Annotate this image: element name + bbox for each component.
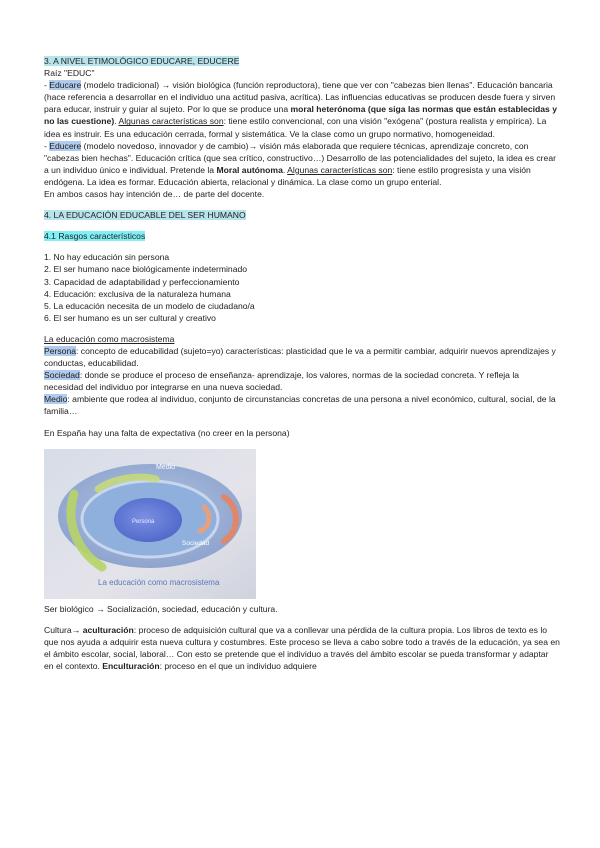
diagram-caption: La educación como macrosistema bbox=[98, 577, 220, 587]
diagram-svg bbox=[44, 449, 256, 599]
macrosystem-diagram-photo bbox=[44, 449, 256, 599]
list-item: 2. El ser humano nace biológicamente indeterminado bbox=[44, 264, 248, 275]
sociedad-paragraph: Sociedad: donde se produce el proceso de enseñanza- aprendizaje, los valores, normas de la sociedad concreta. Y refleja la necesidad del individuo por integrarse en una nueva sociedad. bbox=[44, 370, 520, 393]
list-item: 6. El ser humano es un ser cultural y creativo bbox=[44, 312, 216, 323]
traits-list bbox=[44, 251, 560, 324]
document-page bbox=[44, 55, 560, 672]
persona-paragraph: Persona: concepto de educabilidad (sujeto=yo) características: plasticidad que le va a permitir cambiar, adquirir nuevos aprendizajes y conductas, educabilidad. bbox=[44, 345, 556, 369]
educare-paragraph: - Educare (modelo tradicional) → visión biológica (función reproductora), tiene que ver con "cabezas bien llenas". Educación bancaria (hace referencia a desarrollar en el individuo una actitud pasiva, acrítica). Las influencias educativas se producen desde fuera y sirven para educar, instruir y guiar al sujeto. Por lo que se produce una moral heterónoma (que siga las normas que están establecidas y no las cuestione). Algunas características son: tiene estilo convencional, con una visión "exógena" (postura realista y empírica). La idea es instruir. Es una educación cerrada, formal y sistemática. Ve la clase como un grupo normativo, homogeneidad. bbox=[44, 80, 557, 139]
spain-line: En España hay una falta de expectativa (no creer en la persona) bbox=[44, 427, 290, 438]
ser-biologico-line: Ser biológico → Socialización, sociedad, educación y cultura. bbox=[44, 603, 278, 614]
root-line: Raíz "EDUC" bbox=[44, 68, 95, 79]
section-4-heading: 4. LA EDUCACIÓN EDUCABLE DEL SER HUMANO bbox=[44, 210, 246, 221]
section-4-1-heading: 4.1 Rasgos característicos bbox=[44, 231, 146, 242]
educere-paragraph: - Educere (modelo novedoso, innovador y de cambio)→ visión más elaborada que requiere técnicas, aprendizaje concreto, con "cabezas bien hechas". Educación crítica (que sea crítico, constructivo…) Desarrollo de las potencialidades del sujeto, la idea es crear a un individuo único e individual. Pretende la Moral autónoma. Algunas características son: tiene estilo progresista y una visión endógena. La idea es formar. Educación abierta, relacional y dinámica. La clase como un grupo enterial. bbox=[44, 140, 556, 187]
closing-line: En ambos casos hay intención de… de parte del docente. bbox=[44, 189, 265, 200]
list-item: 1. No hay educación sin persona bbox=[44, 252, 170, 263]
educare-term: Educare bbox=[49, 80, 82, 91]
list-item: 3. Capacidad de adaptabilidad y perfeccionamiento bbox=[44, 276, 240, 287]
label-sociedad: Sociedad bbox=[182, 539, 210, 547]
medio-paragraph: Medio: ambiente que rodea al individuo, conjunto de circunstancias concretas de una persona a nivel económico, cultural, social, de la familia… bbox=[44, 394, 556, 417]
cultura-paragraph: Cultura→ aculturación: proceso de adquisición cultural que va a conllevar una pérdida de la cultura propia. Los libros de texto es lo que nos ayuda a adquirir esta nueva cultura y costumbres. Este proceso se lleva a cabo sobre todo a través de la educación, ya sea en el ámbito escolar, social, laboral… Con esto se pretende que el individuo a través del ámbito escolar se pueda transformar y adaptar en el contexto. Enculturación: proceso en el que un individuo adquiere bbox=[44, 624, 560, 671]
macrosystem-title: La educación como macrosistema bbox=[44, 333, 175, 344]
list-item: 4. Educación: exclusiva de la naturaleza humana bbox=[44, 288, 231, 299]
section-3-heading: 3. A NIVEL ETIMOLÓGICO EDUCARE, EDUCERE bbox=[44, 56, 240, 66]
list-item: 5. La educación necesita de un modelo de ciudadano/a bbox=[44, 300, 255, 311]
educere-term: Educere bbox=[49, 140, 82, 151]
label-persona: Persona bbox=[132, 518, 155, 525]
label-medio: Medio bbox=[156, 463, 176, 471]
